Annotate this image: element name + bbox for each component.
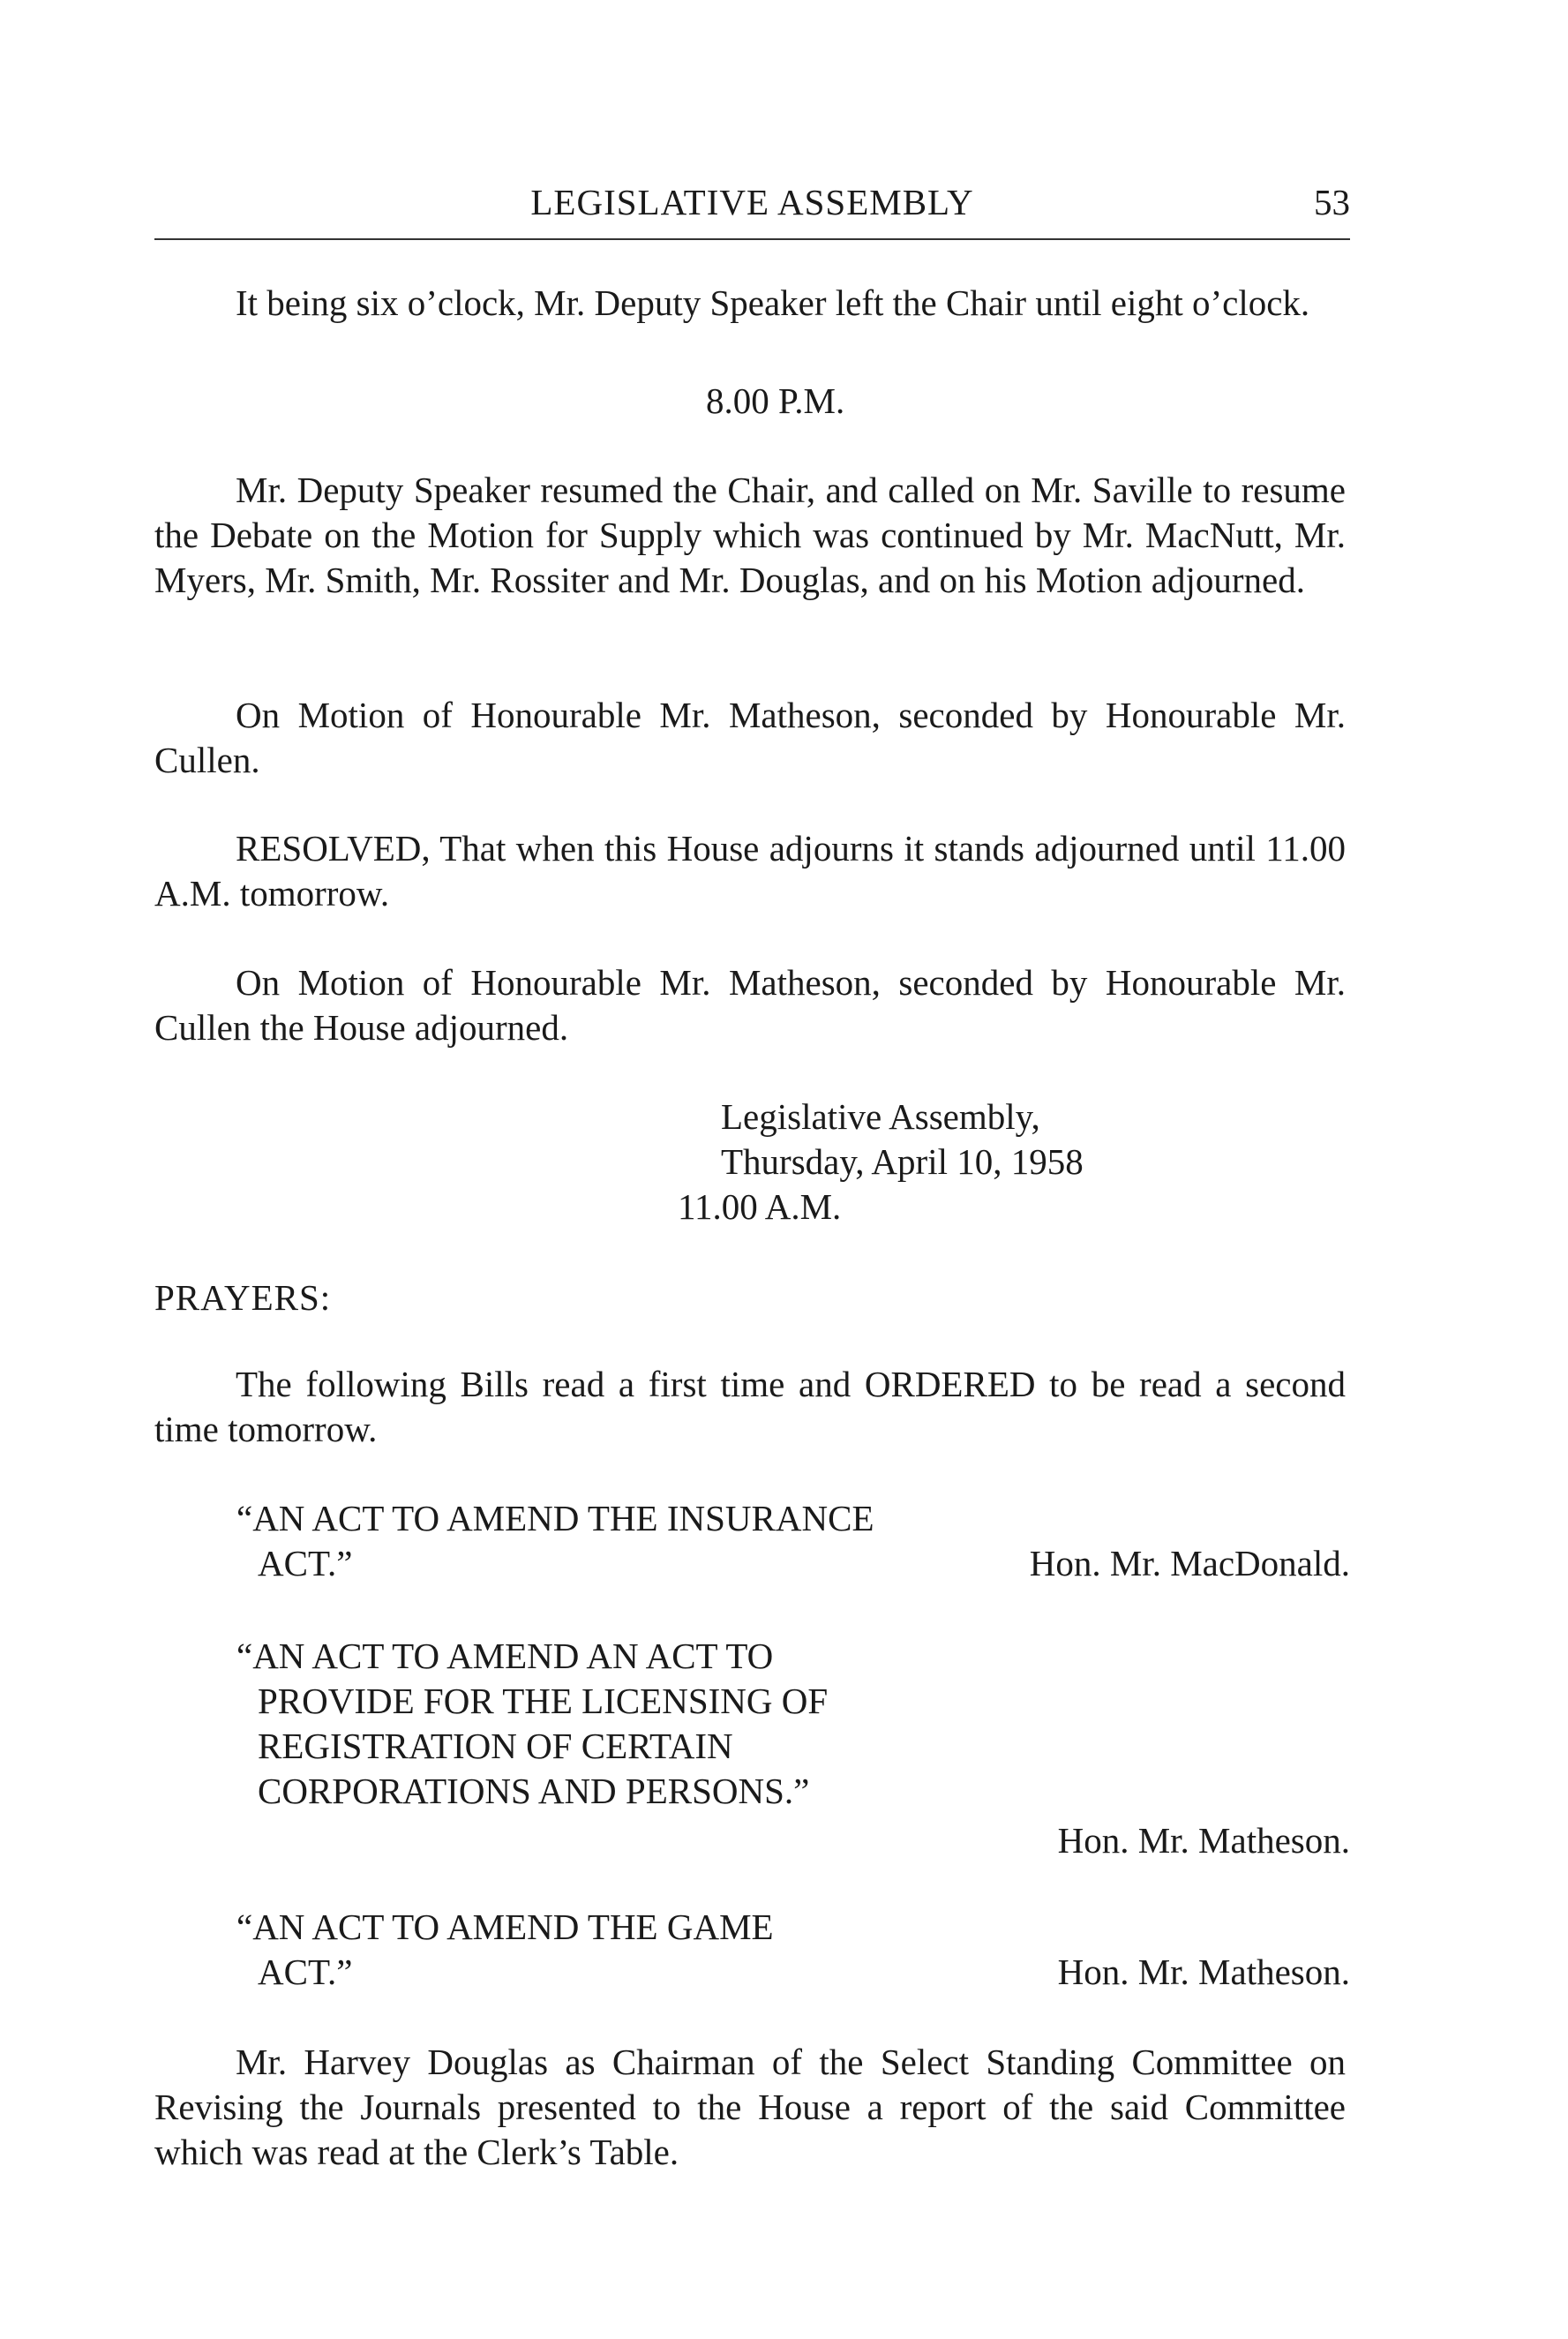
bill-insurance-sponsor: Hon. Mr. MacDonald.: [1029, 1543, 1350, 1583]
bill-game-title-line2: ACT.”: [258, 1952, 353, 1992]
paragraph-journals-report: Mr. Harvey Douglas as Chairman of the Select Standing Committee on Revising the Journals presented to the House a report of the said Committee which was read at the Clerk’s Table.: [154, 2042, 1346, 2172]
prayers-heading: PRAYERS:: [154, 1277, 332, 1318]
dateline-time: 11.00 A.M.: [678, 1186, 842, 1227]
paragraph-debate-resumed: Mr. Deputy Speaker resumed the Chair, and called on Mr. Saville to resume the Debate on the Motion for Supply which was continued by Mr. MacNutt, Mr. Myers, Mr. Smith, Mr. Rossiter and Mr. Douglas, and on his Motion adjourned.: [154, 470, 1346, 600]
header-rule: [154, 238, 1350, 240]
bill-licensing-sponsor: Hon. Mr. Matheson.: [1057, 1820, 1350, 1861]
dateline-assembly: Legislative Assembly,: [721, 1096, 1040, 1137]
paragraph-motion: On Motion of Honourable Mr. Matheson, seconded by Honourable Mr. Cullen.: [154, 695, 1346, 780]
page-header: [154, 181, 1350, 234]
running-head: LEGISLATIVE ASSEMBLY: [530, 182, 974, 222]
bill-licensing-title-line3: REGISTRATION OF CERTAIN: [258, 1726, 733, 1766]
bill-insurance-title-line2: ACT.”: [258, 1543, 353, 1583]
bill-game-sponsor: Hon. Mr. Matheson.: [1057, 1952, 1350, 1992]
paragraph-adjournment-six: It being six o’clock, Mr. Deputy Speaker left the Chair until eight o’clock.: [236, 282, 1310, 323]
paragraph-bills-read: The following Bills read a first time and ORDERED to be read a second time tomorrow.: [154, 1364, 1346, 1449]
bill-licensing-title-line1: “AN ACT TO AMEND AN ACT TO: [236, 1636, 774, 1676]
page-number: 53: [1314, 182, 1350, 222]
bill-game-title-line1: “AN ACT TO AMEND THE GAME: [236, 1907, 774, 1947]
dateline-date: Thursday, April 10, 1958: [721, 1141, 1084, 1182]
paragraph-resolved: RESOLVED, That when this House adjourns it stands adjourned until 11.00 A.M. tomorrow.: [154, 828, 1346, 914]
bill-licensing-title-line2: PROVIDE FOR THE LICENSING OF: [258, 1681, 829, 1721]
bill-licensing-title-line4: CORPORATIONS AND PERSONS.”: [258, 1771, 810, 1811]
paragraph-house-adjourned: On Motion of Honourable Mr. Matheson, seconded by Honourable Mr. Cullen the House adjourned.: [154, 962, 1346, 1048]
time-heading: 8.00 P.M.: [706, 380, 845, 421]
bill-insurance-title-line1: “AN ACT TO AMEND THE INSURANCE: [236, 1498, 874, 1538]
